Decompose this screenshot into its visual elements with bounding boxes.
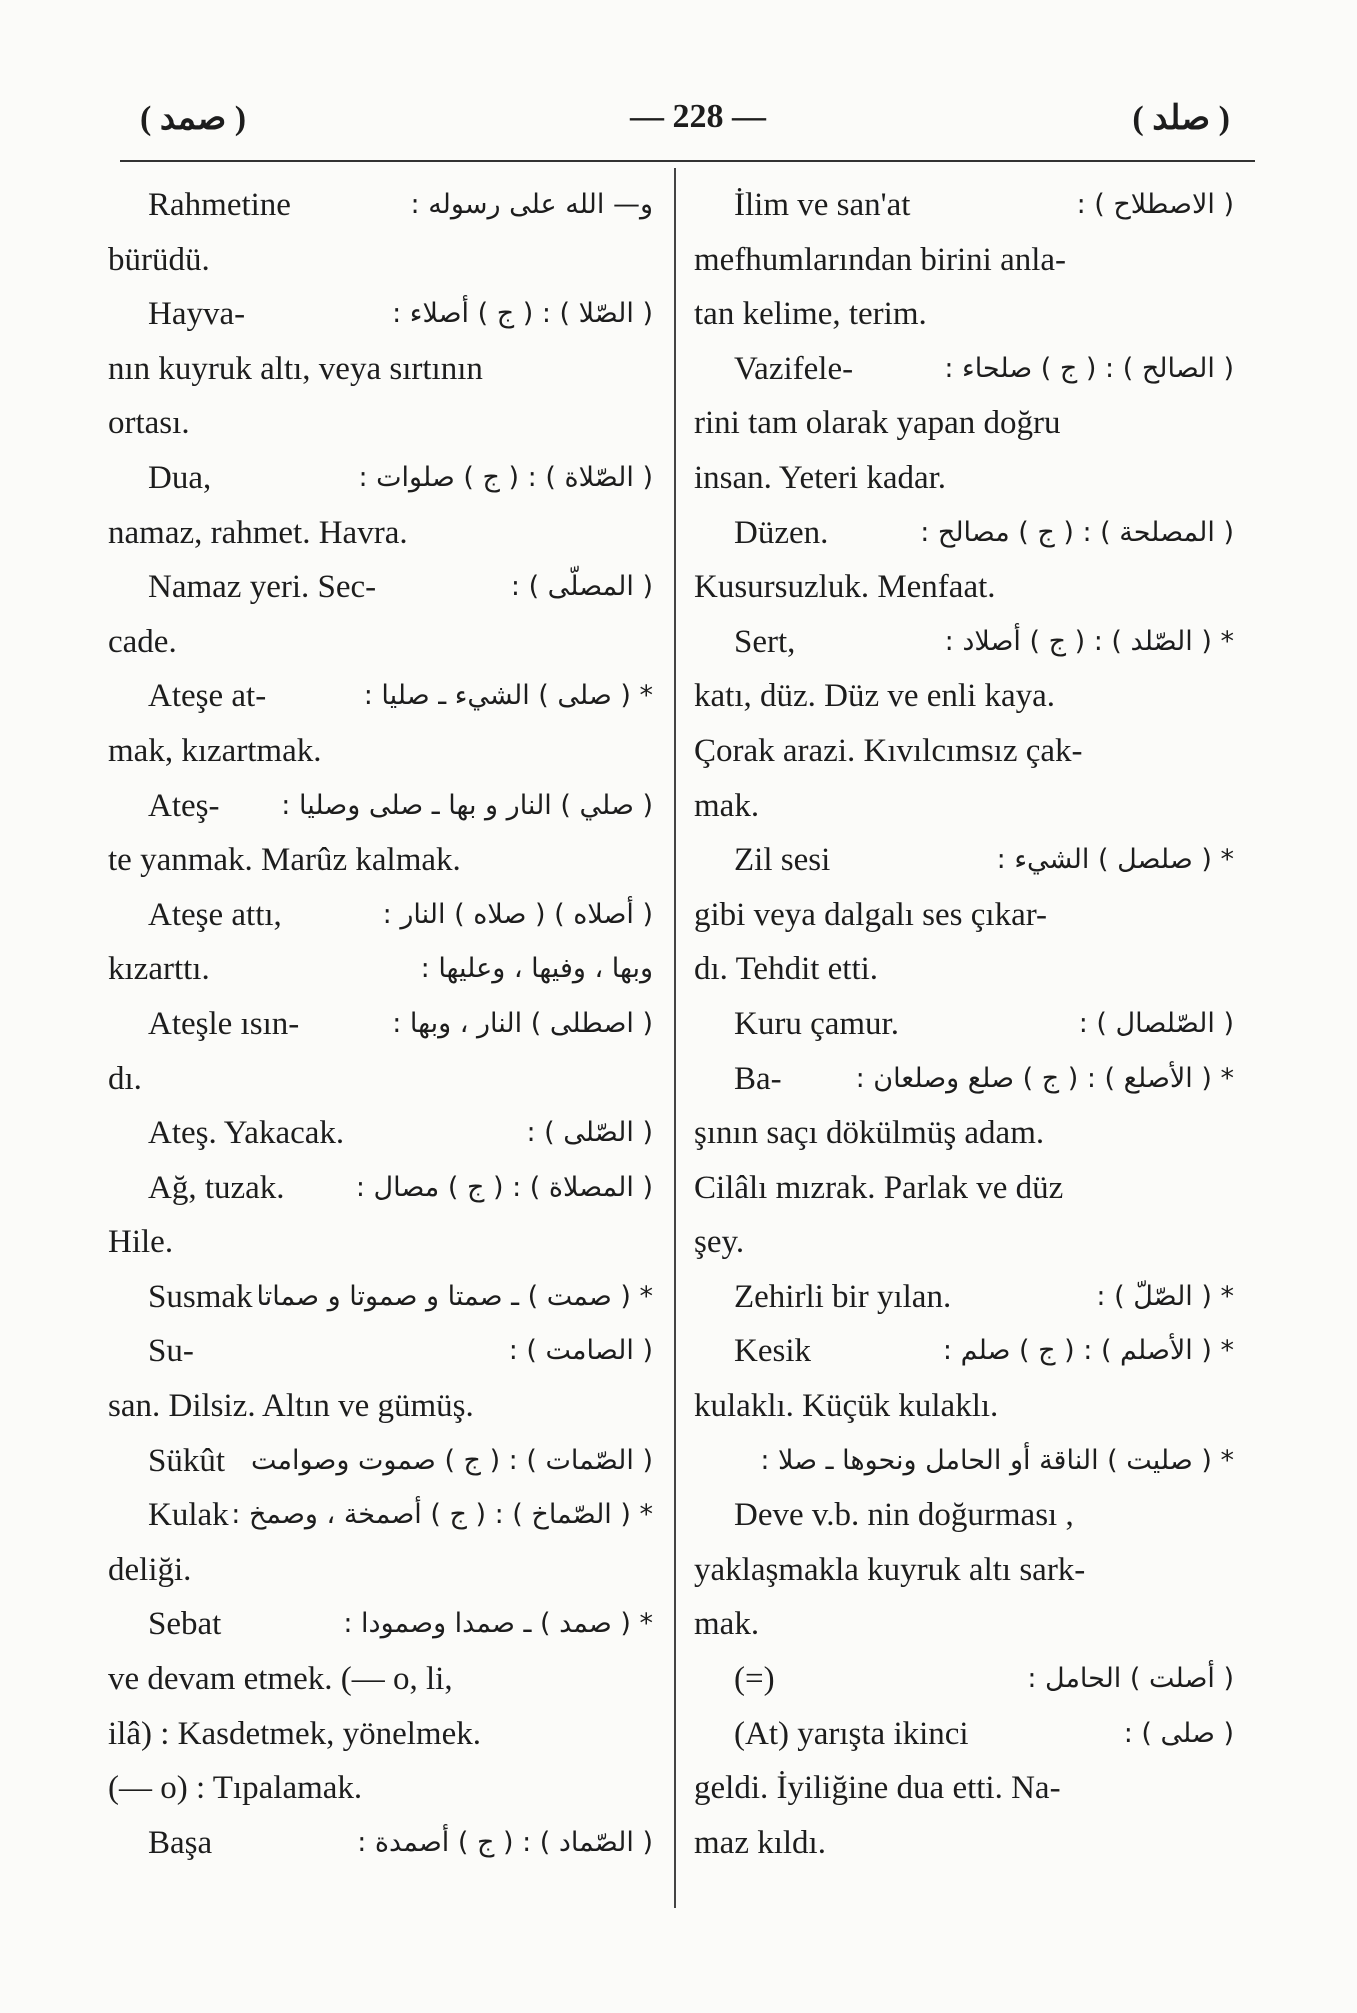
turkish-text: mak. [694, 787, 760, 824]
turkish-text: şey. [694, 1224, 745, 1261]
dictionary-line [694, 779, 1234, 834]
turkish-text: İlim ve san'at [734, 187, 911, 223]
arabic-headword: ( الاصطلاح ) : [1076, 189, 1234, 220]
dictionary-line [108, 1707, 653, 1762]
turkish-text: Kusursuzluk. Menfaat. [694, 569, 996, 606]
turkish-text: Ateşle ısın- [148, 1005, 300, 1042]
column-divider [674, 168, 676, 1908]
turkish-text: Ateş- [148, 787, 220, 824]
dictionary-line [108, 1379, 653, 1434]
dictionary-line [108, 833, 653, 888]
turkish-text: ortası. [108, 405, 190, 442]
dictionary-line [108, 1816, 653, 1871]
turkish-text: Kulak [148, 1497, 229, 1534]
dictionary-line [694, 1488, 1234, 1543]
turkish-text: (At) yarışta ikinci [734, 1715, 969, 1752]
dictionary-line [694, 669, 1234, 724]
dictionary-line [694, 1161, 1234, 1216]
dictionary-line [108, 1761, 653, 1816]
arabic-headword: ( الصّمات ) : ( ج ) صموت وصوامت [250, 1444, 653, 1476]
turkish-text: dı. Tehdit etti. [694, 951, 879, 988]
turkish-text: Kuru çamur. [734, 1005, 899, 1042]
turkish-text: Hayva- [148, 296, 246, 333]
arabic-headword: * ( صليت ) الناقة أو الحامل ونحوها ـ صلا : [760, 1444, 1234, 1476]
dictionary-line [694, 1052, 1234, 1107]
arabic-headword: * ( صمت ) ـ صمتا و صموتا و صماتا [256, 1280, 653, 1312]
turkish-text: deliği. [108, 1551, 192, 1588]
arabic-headword: ( أصلت ) الحامل : [1027, 1663, 1234, 1695]
dictionary-line [108, 1652, 653, 1707]
dictionary-line [694, 396, 1234, 451]
arabic-headword: ( الصّلا ) : ( ج ) أصلاء : [392, 298, 653, 330]
dictionary-line [694, 888, 1234, 943]
arabic-headword: ( المصلحة ) : ( ج ) مصالح : [920, 516, 1234, 548]
dictionary-line [694, 1106, 1234, 1161]
dictionary-line [694, 560, 1234, 615]
turkish-text: maz kıldı. [694, 1824, 826, 1861]
turkish-text: insan. Yeteri kadar. [694, 459, 947, 496]
turkish-text: Deve v.b. nin doğurması , [734, 1497, 1074, 1534]
turkish-text: Namaz yeri. Sec- [148, 569, 377, 606]
turkish-text: Başa [148, 1824, 213, 1861]
turkish-text: cade. [108, 623, 177, 660]
turkish-text: geldi. İyiliğine dua etti. Na- [694, 1770, 1061, 1807]
header-left-keyword: ( صمد ) [140, 100, 247, 137]
dictionary-line [694, 1761, 1234, 1816]
turkish-text: Sebat [148, 1606, 222, 1643]
dictionary-line [108, 1161, 653, 1216]
dictionary-line [694, 997, 1234, 1052]
turkish-text: Zehirli bir yılan. [734, 1278, 952, 1315]
dictionary-line [694, 233, 1234, 288]
turkish-text: kulaklı. Küçük kulaklı. [694, 1388, 999, 1425]
arabic-headword: و— الله على رسوله : [410, 189, 653, 220]
turkish-text: Ateşe at- [148, 678, 267, 715]
dictionary-line [694, 942, 1234, 997]
left-column [108, 178, 653, 1870]
arabic-headword: * ( صلصل ) الشيء : [996, 844, 1234, 876]
dictionary-line [694, 615, 1234, 670]
arabic-headword: * ( صمد ) ـ صمدا وصمودا : [343, 1608, 653, 1640]
dictionary-line [694, 1543, 1234, 1598]
dictionary-line [694, 833, 1234, 888]
arabic-headword: ( الصّلصال ) : [1078, 1007, 1234, 1039]
dictionary-line [694, 1379, 1234, 1434]
dictionary-line [108, 1434, 653, 1489]
dictionary-line [694, 342, 1234, 397]
dictionary-line [694, 724, 1234, 779]
turkish-text: Çorak arazi. Kıvılcımsız çak- [694, 732, 1083, 769]
dictionary-line [694, 1324, 1234, 1379]
turkish-text: Ağ, tuzak. [148, 1169, 285, 1206]
turkish-text: nın kuyruk altı, veya sırtının [108, 350, 483, 387]
turkish-text: Rahmetine [148, 187, 291, 223]
header-right-keyword: ( صلد ) [1132, 100, 1230, 137]
dictionary-line [108, 342, 653, 397]
dictionary-line [108, 1106, 653, 1161]
turkish-text: mefhumlarından birini anla- [694, 241, 1067, 278]
arabic-headword: ( صلي ) النار و بها ـ صلى وصليا : [281, 789, 653, 821]
turkish-text: Hile. [108, 1224, 174, 1261]
dictionary-line [108, 724, 653, 779]
turkish-text: Kesik [734, 1333, 811, 1370]
arabic-headword: ( الصّماد ) : ( ج ) أصمدة : [357, 1826, 653, 1858]
arabic-headword: * ( صلى ) الشيء ـ صليا : [363, 680, 653, 712]
dictionary-line [108, 1543, 653, 1598]
arabic-headword: * ( الصّلّ ) : [1096, 1280, 1234, 1312]
dictionary-line [108, 888, 653, 943]
dictionary-line [694, 178, 1234, 233]
dictionary-line [694, 1270, 1234, 1325]
dictionary-line [108, 669, 653, 724]
arabic-headword: ( صلى ) : [1123, 1717, 1234, 1749]
dictionary-line [694, 287, 1234, 342]
header-rule [120, 160, 1255, 162]
arabic-headword: ( اصطلى ) النار ، وبها : [392, 1007, 653, 1039]
dictionary-line [108, 615, 653, 670]
turkish-text: Dua, [148, 459, 212, 496]
turkish-text: rini tam olarak yapan doğru [694, 405, 1061, 442]
arabic-headword: ( أصلاه ) ( صلاه ) النار : [382, 898, 653, 930]
arabic-headword: ( الصّلاة ) : ( ج ) صلوات : [358, 461, 653, 493]
dictionary-line [108, 1597, 653, 1652]
turkish-text: ve devam etmek. (— o, li, [108, 1661, 453, 1698]
dictionary-line [108, 560, 653, 615]
turkish-text: şının saçı dökülmüş adam. [694, 1115, 1045, 1152]
turkish-text: bürüdü. [108, 241, 210, 278]
dictionary-line [108, 1270, 653, 1325]
dictionary-line [108, 942, 653, 997]
dictionary-line [108, 287, 653, 342]
turkish-text: katı, düz. Düz ve enli kaya. [694, 678, 1056, 715]
arabic-headword: ( الصامت ) : [508, 1335, 653, 1367]
arabic-headword: ( المصلاة ) : ( ج ) مصال : [355, 1171, 653, 1203]
turkish-text: yaklaşmakla kuyruk altı sark- [694, 1551, 1086, 1588]
arabic-headword: ( الصّلى ) : [526, 1117, 653, 1149]
dictionary-line [108, 1324, 653, 1379]
turkish-text: tan kelime, terim. [694, 296, 927, 333]
turkish-text: Ateşe attı, [148, 896, 282, 933]
arabic-headword: * ( الأصلع ) : ( ج ) صلع وصلعان : [855, 1062, 1234, 1094]
turkish-text: namaz, rahmet. Havra. [108, 514, 408, 551]
dictionary-line [108, 233, 653, 288]
dictionary-line [108, 1488, 653, 1543]
turkish-text: Ateş. Yakacak. [148, 1115, 345, 1152]
turkish-text: Zil sesi [734, 842, 831, 879]
turkish-text: ilâ) : Kasdetmek, yönelmek. [108, 1715, 481, 1752]
dictionary-line [694, 451, 1234, 506]
dictionary-line [694, 1707, 1234, 1762]
dictionary-line [108, 396, 653, 451]
dictionary-line [108, 1215, 653, 1270]
arabic-headword: ( الصالح ) : ( ج ) صلحاء : [944, 352, 1234, 384]
turkish-text: mak, kızartmak. [108, 732, 322, 769]
turkish-text: san. Dilsiz. Altın ve gümüş. [108, 1388, 474, 1425]
turkish-text: te yanmak. Marûz kalmak. [108, 842, 461, 879]
dictionary-line [694, 1652, 1234, 1707]
dictionary-line [108, 1052, 653, 1107]
turkish-text: kızarttı. [108, 951, 210, 988]
turkish-text: Sert, [734, 623, 796, 660]
dictionary-line [108, 178, 653, 233]
turkish-text: mak. [694, 1606, 760, 1643]
arabic-headword: ( المصلّى ) : [510, 571, 653, 603]
right-column [694, 178, 1234, 1870]
dictionary-line [108, 779, 653, 834]
turkish-text: dı. [108, 1060, 142, 1097]
dictionary-line [694, 506, 1234, 561]
dictionary-line [694, 1434, 1234, 1489]
turkish-text: Su- [148, 1333, 194, 1370]
turkish-text: gibi veya dalgalı ses çıkar- [694, 896, 1048, 933]
turkish-text: Vazifele- [734, 350, 854, 387]
turkish-text: Cilâlı mızrak. Parlak ve düz [694, 1169, 1064, 1206]
arabic-headword: وبها ، وفيها ، وعليها : [420, 953, 653, 985]
turkish-text: Susmak [148, 1278, 253, 1315]
turkish-text: Sükût [148, 1442, 226, 1479]
page-number: — 228 — [630, 98, 766, 135]
page-header [110, 98, 1250, 158]
turkish-text: Ba- [734, 1060, 782, 1097]
turkish-text: (— o) : Tıpalamak. [108, 1770, 363, 1807]
dictionary-line [108, 997, 653, 1052]
dictionary-line [108, 506, 653, 561]
turkish-text: Düzen. [734, 514, 829, 551]
arabic-headword: * ( الأصلم ) : ( ج ) صلم : [942, 1335, 1234, 1367]
turkish-text: (=) [734, 1661, 775, 1698]
arabic-headword: * ( الصّماخ ) : ( ج ) أصمخة ، وصمخ : [231, 1499, 653, 1531]
dictionary-line [694, 1215, 1234, 1270]
dictionary-line [694, 1816, 1234, 1871]
dictionary-line [108, 451, 653, 506]
dictionary-line [694, 1597, 1234, 1652]
arabic-headword: * ( الصّلد ) : ( ج ) أصلاد : [944, 625, 1234, 657]
